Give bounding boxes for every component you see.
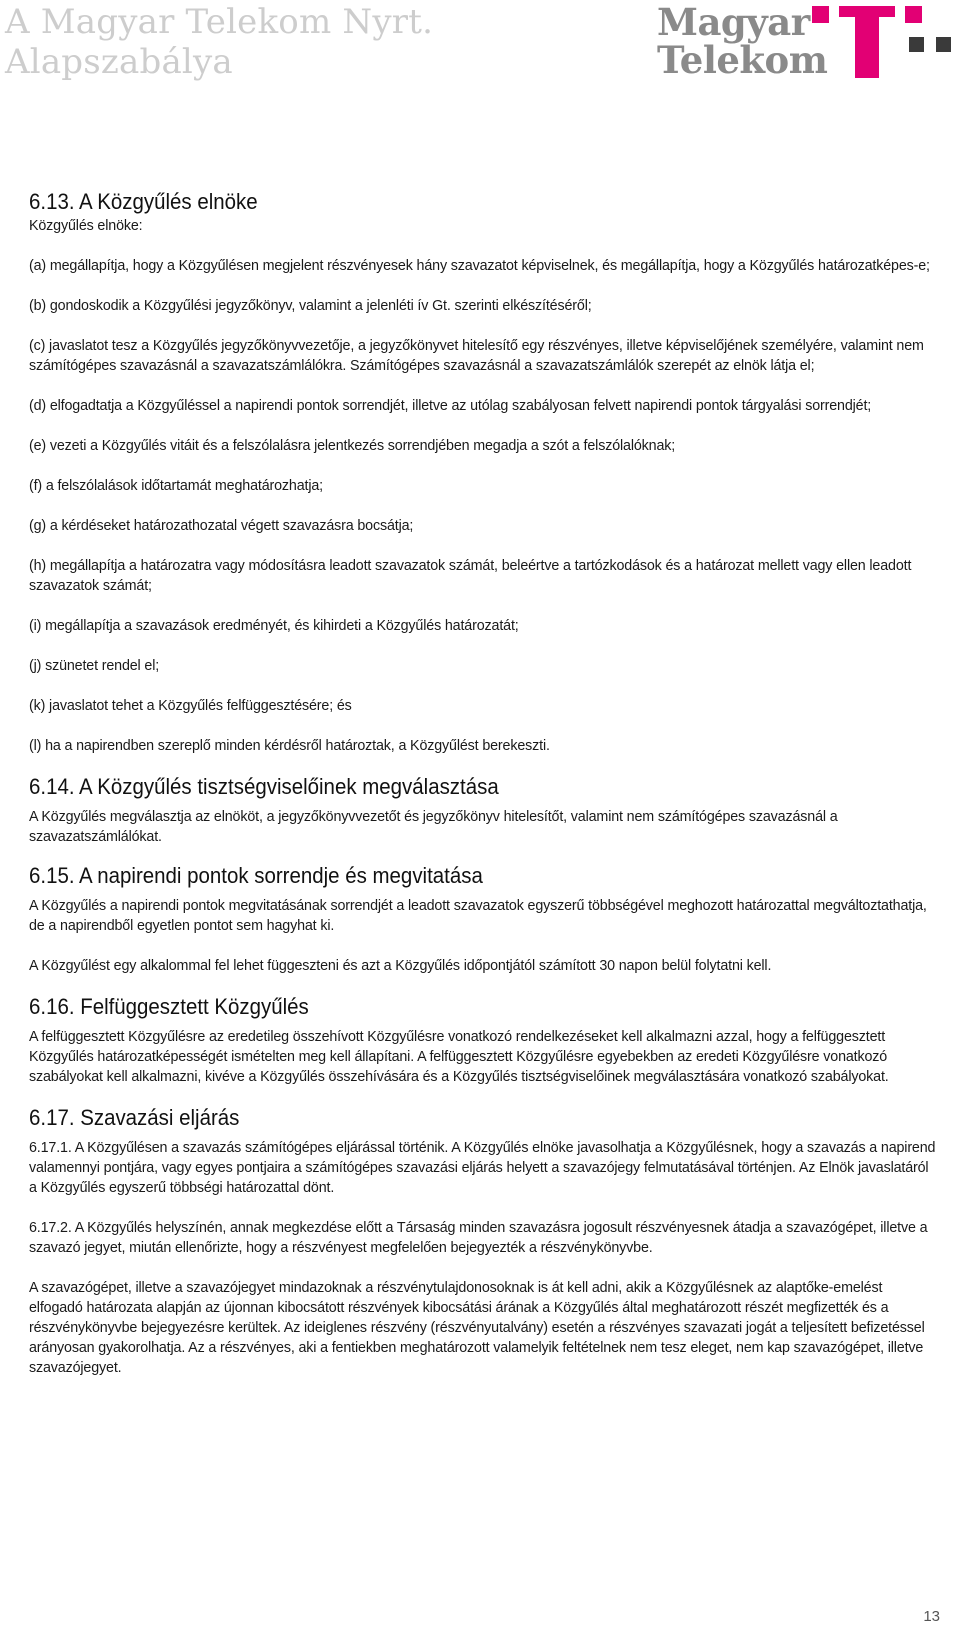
- logo-t-stem: [855, 17, 879, 78]
- paragraph: A felfüggesztett Közgyűlésre az eredetileg összehívott Közgyűlésre vonatkozó rendelkezéseket kell alkalmazni azzal, hogy a felfüggesztett Közgyűlés határozatképességét ismételten meg kell állapítani. A felfüggesztett Közgyűlésre egyebekben az eredeti Közgyűlésre vonatkozó szabályokat kell alkalmazni, kivéve a Közgyűlés összehívására és a Közgyűlés tisztségviselőinek megválasztására vonatkozó szabályokat.: [29, 1029, 889, 1085]
- list-item: (g) a kérdéseket határozathozatal végett szavazásra bocsátja;: [29, 518, 414, 534]
- list-item: (e) vezeti a Közgyűlés vitáit és a felszólalásra jelentkezés sorrendjében megadja a szót a felszólalóknak;: [29, 438, 676, 454]
- page-header: [0, 0, 960, 95]
- brand-name-line-1: Magyar: [657, 0, 810, 44]
- list-item: (i) megállapítja a szavazások eredményét, és kihirdeti a Közgyűlés határozatát;: [29, 618, 519, 634]
- section-6-13: [29, 188, 939, 756]
- list-item: (j) szünetet rendel el;: [29, 658, 160, 674]
- section-6-16: [29, 993, 939, 1087]
- logo-grey-square-1: [909, 37, 924, 52]
- telekom-t-logo-icon: [812, 6, 960, 78]
- section-heading: 6.15. A napirendi pontok sorrendje és megvitatása: [29, 863, 483, 888]
- list-item: (d) elfogadtatja a Közgyűléssel a napirendi pontok sorrendjét, illetve az utólag szabályosan felvett napirendi pontok tárgyalási sorrendjét;: [29, 398, 872, 414]
- list-item: (l) ha a napirendben szereplő minden kérdésről határoztak, a Közgyűlést berekeszti.: [29, 738, 550, 754]
- section-intro: Közgyűlés elnöke:: [29, 218, 143, 234]
- document-body: [29, 188, 939, 1378]
- section-heading: 6.16. Felfüggesztett Közgyűlés: [29, 994, 309, 1019]
- document-title-line-2: Alapszabálya: [5, 42, 233, 82]
- document-title: [5, 2, 433, 82]
- section-6-15: [29, 862, 939, 976]
- logo-dot-2: [905, 6, 922, 23]
- paragraph: 6.17.2. A Közgyűlés helyszínén, annak megkezdése előtt a Társaság minden szavazásra jogosult részvényesnek átadja a szavazógépet, illetve a szavazó jegyet, miután ellenőrizte, hogy a részvényest megfelelően bejegyezték a részvénykönyvbe.: [29, 1220, 928, 1256]
- list-item: (k) javaslatot tehet a Közgyűlés felfüggesztésére; és: [29, 698, 352, 714]
- logo-grey-square-2: [936, 37, 951, 52]
- section-6-17: [29, 1104, 939, 1378]
- document-title-line-1: A Magyar Telekom Nyrt.: [5, 2, 434, 42]
- paragraph: A Közgyűlés a napirendi pontok megvitatásának sorrendjét a leadott szavazatok egyszerű többségével meghozott határozattal megváltoztathatja, de a napirendből egyetlen pontot sem hagyhat ki.: [29, 898, 927, 934]
- page-number: 13: [923, 1608, 940, 1625]
- list-item: (c) javaslatot tesz a Közgyűlés jegyzőkönyvvezetője, a jegyzőkönyvet hitelesítő egy részvényes, illetve képviselőjének személyére, valamint nem számítógépes szavazásnál a szavazatszámlálókra. Számítógépes szavazásnál a szavazatszámlálók szerepét az elnök látja el;: [29, 338, 924, 374]
- section-heading: 6.13. A Közgyűlés elnöke: [29, 189, 258, 214]
- brand-name-line-2: Telekom: [657, 38, 828, 82]
- list-item: (h) megállapítja a határozatra vagy módosításra leadott szavazatok számát, beleértve a tartózkodások és a határozat mellett vagy ellen leadott szavazatok számát;: [29, 558, 912, 594]
- list-item: (f) a felszólalások időtartamát meghatározhatja;: [29, 478, 323, 494]
- paragraph: 6.17.1. A Közgyűlésen a szavazás számítógépes eljárással történik. A Közgyűlés elnöke javasolhatja a Közgyűlésnek, hogy a szavazás a napirend valamennyi pontjára, vagy egyes pontjaira a számítógépes szavazási eljárás helyett a szavazójegy felmutatásával történjen. Az Elnök javaslatáról a Közgyűlés egyszerű többségi határozattal dönt.: [29, 1140, 936, 1196]
- section-heading: 6.17. Szavazási eljárás: [29, 1105, 240, 1130]
- paragraph: A szavazógépet, illetve a szavazójegyet mindazoknak a részvénytulajdonosoknak is át kell adni, akik a Közgyűlésnek az alaptőke-emelést elfogadó határozata alapján az újonnan kibocsátott részvények kibocsátási árának a Közgyűlés által meghatározott részét megfizették és a részvénykönyvbe bejegyezésre kerültek. Az ideiglenes részvény (részvényutalvány) esetén a részvényes szavazati jogát a teljesített befizetéssel arányosan gyakorolhatja. Az a részvényes, aki a fentiekben meghatározott valamelyik feltételnek nem tesz eleget, nem kap szavazógépet, illetve szavazójegyet.: [29, 1280, 925, 1376]
- logo-t-crossbar: [839, 6, 895, 17]
- paragraph: A Közgyűlést egy alkalommal fel lehet függeszteni és azt a Közgyűlés időpontjától számított 30 napon belül folytatni kell.: [29, 958, 772, 974]
- list-item: (a) megállapítja, hogy a Közgyűlésen megjelent részvényesek hány szavazatot képviselnek, és megállapítja, hogy a Közgyűlés határozatképes-e;: [29, 258, 930, 274]
- section-heading: 6.14. A Közgyűlés tisztségviselőinek megválasztása: [29, 774, 499, 799]
- section-6-14: [29, 773, 939, 847]
- list-item: (b) gondoskodik a Közgyűlési jegyzőkönyv, valamint a jelenléti ív Gt. szerinti elkészítéséről;: [29, 298, 592, 314]
- paragraph: A Közgyűlés megválasztja az elnököt, a jegyzőkönyvvezetőt és jegyzőkönyv hitelesítőt, valamint nem számítógépes szavazásnál a szavazatszámlálókat.: [29, 809, 838, 845]
- logo-dot-1: [812, 6, 829, 23]
- brand-name: [657, 0, 828, 82]
